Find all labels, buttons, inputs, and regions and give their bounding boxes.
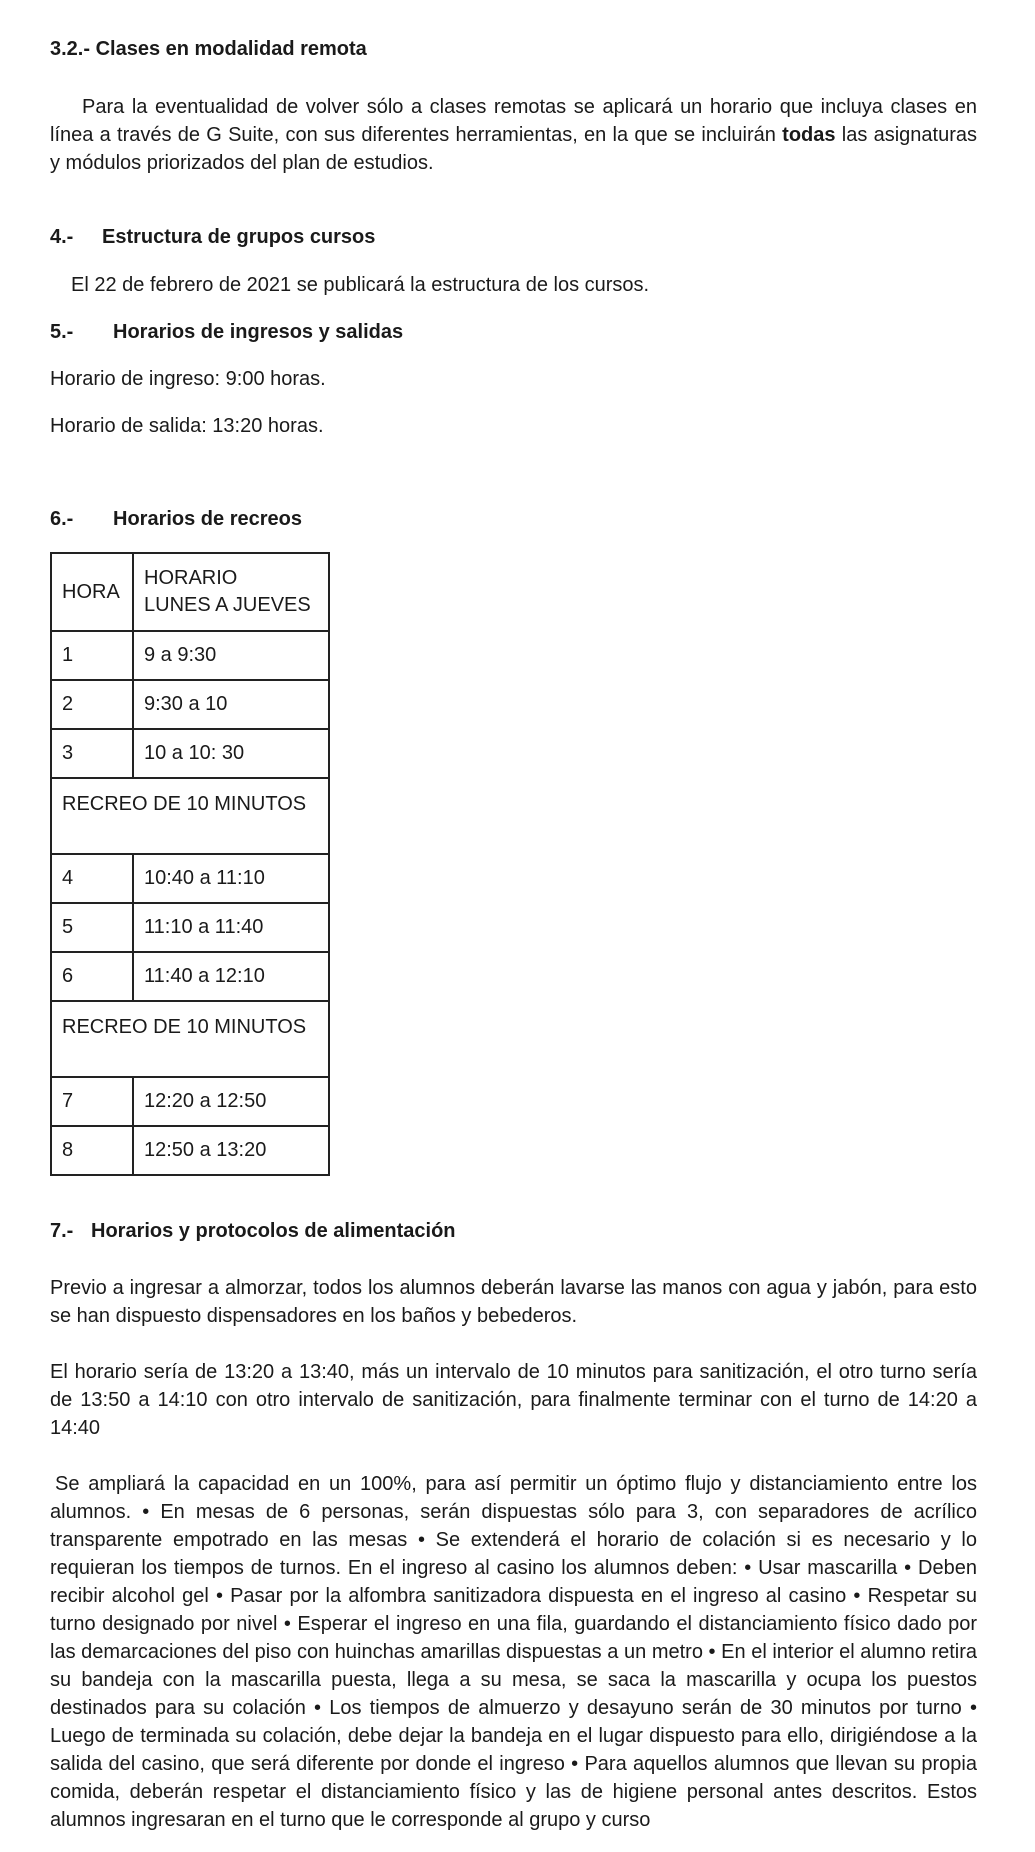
table-row [51, 854, 329, 903]
table-row [51, 903, 329, 952]
table-header-row [51, 553, 329, 631]
horario-cell: 10 a 10: 30 [133, 729, 329, 778]
section-7-title: 7.- Horarios y protocolos de alimentación [50, 1220, 456, 1242]
salida-text: Horario de salida: 13:20 horas. [50, 415, 324, 437]
hora-cell: 3 [51, 729, 133, 778]
table-row [51, 729, 329, 778]
table-row [51, 1126, 329, 1175]
recess-row [51, 1001, 329, 1077]
recess-row [51, 778, 329, 854]
table-row [51, 1077, 329, 1126]
recess-cell: RECREO DE 10 MINUTOS [51, 1001, 329, 1077]
section-7-paragraph-2: El horario sería de 13:20 a 13:40, más un intervalo de 10 minutos para sanitización, el otro turno sería de 13:50 a 14:10 con otro intervalo de sanitización, para finalmente terminar con el turno de 14:20 a 14:40 [50, 1361, 977, 1439]
hora-cell: 6 [51, 952, 133, 1001]
header-hora: HORA [51, 553, 133, 631]
hora-cell: 7 [51, 1077, 133, 1126]
table-row [51, 680, 329, 729]
section-7-paragraph-3: Se ampliará la capacidad en un 100%, para así permitir un óptimo flujo y distanciamiento entre los alumnos. • En mesas de 6 personas, serán dispuestas sólo para 3, con separadores de acrílico transparente empotrado en las mesas • Se extenderá el horario de colación si es necesario y lo requieran los tiempos de turnos. En el ingreso al casino los alumnos deben: • Usar mascarilla • Deben recibir alcohol gel • Pasar por la alfombra sanitizadora dispuesta en el ingreso al casino • Respetar su turno designado por nivel • Esperar el ingreso en una fila, guardando el distanciamiento físico dado por las demarcaciones del piso con huinchas amarillas dispuestas a un metro • En el interior el alumno retira su bandeja con la mascarilla puesta, llega a su mesa, se saca la mascarilla y ocupa los puestos destinados para su colación • Los tiempos de almuerzo y desayuno serán de 30 minutos por turno • Luego de terminada su colación, debe dejar la bandeja en el lugar dispuesto para ello, dirigiéndose a la salida del casino, que será diferente por donde el ingreso • Para aquellos alumnos que llevan su propia comida, deberán respetar el distanciamiento físico y las de higiene personal antes descritos. Estos alumnos ingresaran en el turno que le corresponde al grupo y curso [50, 1473, 977, 1831]
horario-cell: 9:30 a 10 [133, 680, 329, 729]
hora-cell: 1 [51, 631, 133, 680]
header-horario: HORARIO LUNES A JUEVES [133, 553, 329, 631]
horario-cell: 12:50 a 13:20 [133, 1126, 329, 1175]
hora-cell: 5 [51, 903, 133, 952]
section-4-title: 4.- Estructura de grupos cursos [50, 226, 376, 248]
recess-cell: RECREO DE 10 MINUTOS [51, 778, 329, 854]
horario-cell: 9 a 9:30 [133, 631, 329, 680]
section-3-2-paragraph: Para la eventualidad de volver sólo a clases remotas se aplicará un horario que incluya clases en línea a través de G Suite, con sus diferentes herramientas, en la que se incluirán todas las asignaturas y módulos priorizados del plan de estudios. [50, 96, 978, 174]
horario-cell: 10:40 a 11:10 [133, 854, 329, 903]
horario-cell: 11:10 a 11:40 [133, 903, 329, 952]
ingreso-text: Horario de ingreso: 9:00 horas. [50, 368, 326, 390]
hora-cell: 4 [51, 854, 133, 903]
section-5-title: 5.- Horarios de ingresos y salidas [50, 321, 404, 343]
section-7-paragraph-1: Previo a ingresar a almorzar, todos los alumnos deberán lavarse las manos con agua y jabón, para esto se han dispuesto dispensadores en los baños y bebederos. [50, 1277, 977, 1327]
horario-cell: 12:20 a 12:50 [133, 1077, 329, 1126]
hora-cell: 2 [51, 680, 133, 729]
table-row [51, 631, 329, 680]
table-row [51, 952, 329, 1001]
hora-cell: 8 [51, 1126, 133, 1175]
section-3-2-title: 3.2.- Clases en modalidad remota [50, 38, 367, 60]
recess-schedule-table [50, 552, 330, 1176]
section-4-text: El 22 de febrero de 2021 se publicará la estructura de los cursos. [71, 274, 650, 296]
horario-cell: 11:40 a 12:10 [133, 952, 329, 1001]
section-6-title: 6.- Horarios de recreos [50, 508, 302, 530]
